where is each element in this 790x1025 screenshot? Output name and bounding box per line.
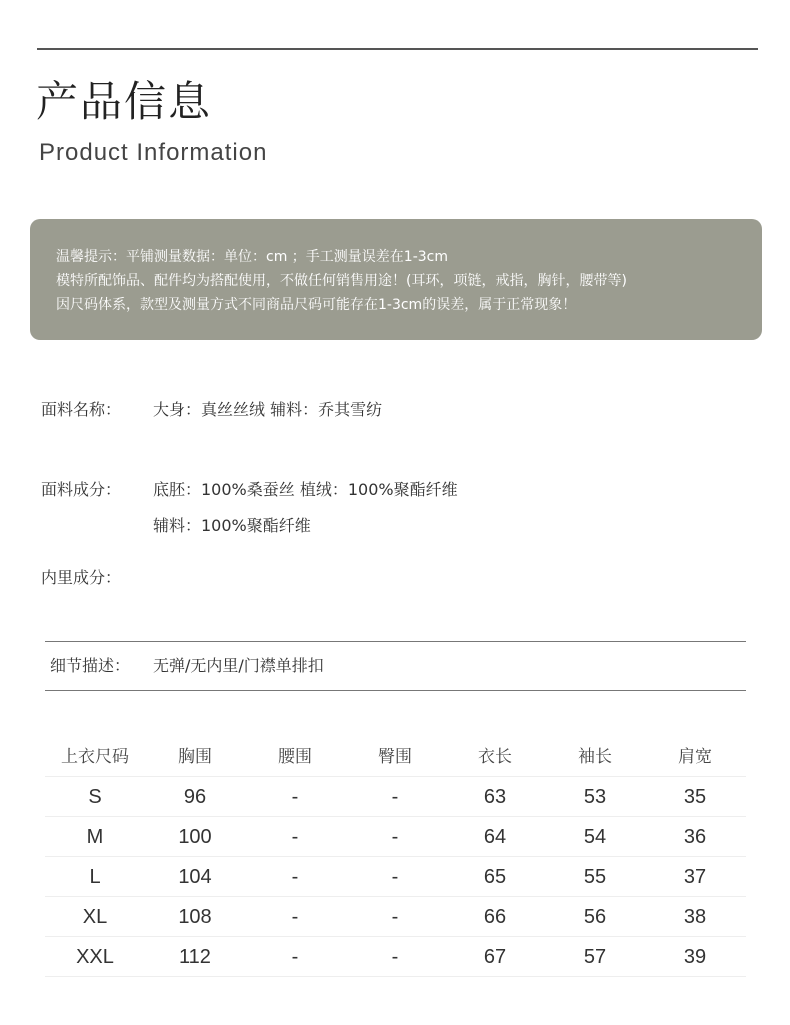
table-cell: - [391, 906, 399, 928]
notice-line: 因尺码体系，款型及测量方式不同商品尺码可能存在1-3cm的误差，属于正常现象！ [56, 297, 577, 313]
table-cell: 38 [683, 906, 707, 928]
table-row [45, 777, 746, 817]
fabric-name-value: 大身：真丝丝绒 辅料：乔其雪纺 [153, 400, 383, 419]
table-cell: S [88, 786, 102, 808]
table-cell: 36 [683, 826, 707, 848]
details-value: 无弹/无内里/门襟单排扣 [153, 656, 324, 675]
table-cell: 54 [583, 826, 607, 848]
table-row [45, 817, 746, 857]
table-cell: 55 [583, 866, 607, 888]
table-cell: 96 [183, 786, 207, 808]
table-header-cell: 袖长 [578, 747, 612, 767]
table-cell: - [391, 946, 399, 968]
table-cell: 53 [583, 786, 607, 808]
top-divider [37, 48, 758, 50]
table-row [45, 937, 746, 977]
table-cell: L [89, 866, 101, 888]
table-cell: 39 [683, 946, 707, 968]
lining-label: 内里成分： [41, 568, 122, 587]
table-cell: 64 [483, 826, 507, 848]
table-cell: M [86, 826, 104, 848]
table-cell: - [291, 906, 299, 928]
table-cell: - [391, 866, 399, 888]
page-title: 产品信息 [36, 77, 213, 126]
table-cell: 100 [178, 826, 212, 848]
table-cell: - [291, 786, 299, 808]
lining-row [0, 566, 790, 590]
table-cell: - [391, 826, 399, 848]
table-cell: - [391, 786, 399, 808]
details-bottom-rule [45, 690, 746, 691]
table-header-cell: 胸围 [178, 747, 212, 767]
page-subtitle: Product Information [39, 139, 268, 166]
table-cell: 67 [483, 946, 507, 968]
notice-line: 模特所配饰品、配件均为搭配使用，不做任何销售用途！(耳环，项链，戒指，胸针，腰带等) [56, 273, 627, 289]
table-cell: - [291, 826, 299, 848]
table-header-cell: 臀围 [378, 747, 412, 767]
table-row [45, 897, 746, 937]
table-cell: 108 [178, 906, 212, 928]
table-header-cell: 上衣尺码 [61, 747, 129, 767]
table-cell: 35 [683, 786, 707, 808]
fabric-composition-label: 面料成分： [41, 480, 122, 499]
table-cell: 65 [483, 866, 507, 888]
table-cell: 63 [483, 786, 507, 808]
fabric-composition-value: 底胚：100%桑蚕丝 植绒：100%聚酯纤维 [153, 480, 458, 499]
table-header-cell: 腰围 [278, 747, 312, 767]
fabric-composition-value: 辅料：100%聚酯纤维 [153, 516, 311, 535]
notice-box [30, 219, 762, 340]
details-top-rule [45, 641, 746, 642]
table-header-cell: 衣长 [478, 747, 512, 767]
table-cell: 37 [683, 866, 707, 888]
table-cell: 66 [483, 906, 507, 928]
fabric-name-row [0, 398, 790, 422]
table-cell: 56 [583, 906, 607, 928]
table-cell: - [291, 866, 299, 888]
table-cell: XL [82, 906, 108, 928]
table-cell: 112 [179, 946, 211, 968]
table-header-row [45, 737, 746, 777]
table-row [45, 857, 746, 897]
table-cell: XXL [76, 946, 114, 968]
table-cell: - [291, 946, 299, 968]
fabric-name-label: 面料名称： [41, 400, 122, 419]
notice-line: 温馨提示：平铺测量数据：单位：cm ；手工测量误差在1-3cm [56, 249, 448, 265]
fabric-composition-row-2 [0, 514, 790, 538]
table-header-cell: 肩宽 [678, 747, 712, 767]
details-label: 细节描述： [50, 656, 131, 675]
fabric-composition-row [0, 478, 790, 502]
table-cell: 57 [583, 946, 607, 968]
size-table [45, 737, 746, 977]
table-cell: 104 [178, 866, 212, 888]
